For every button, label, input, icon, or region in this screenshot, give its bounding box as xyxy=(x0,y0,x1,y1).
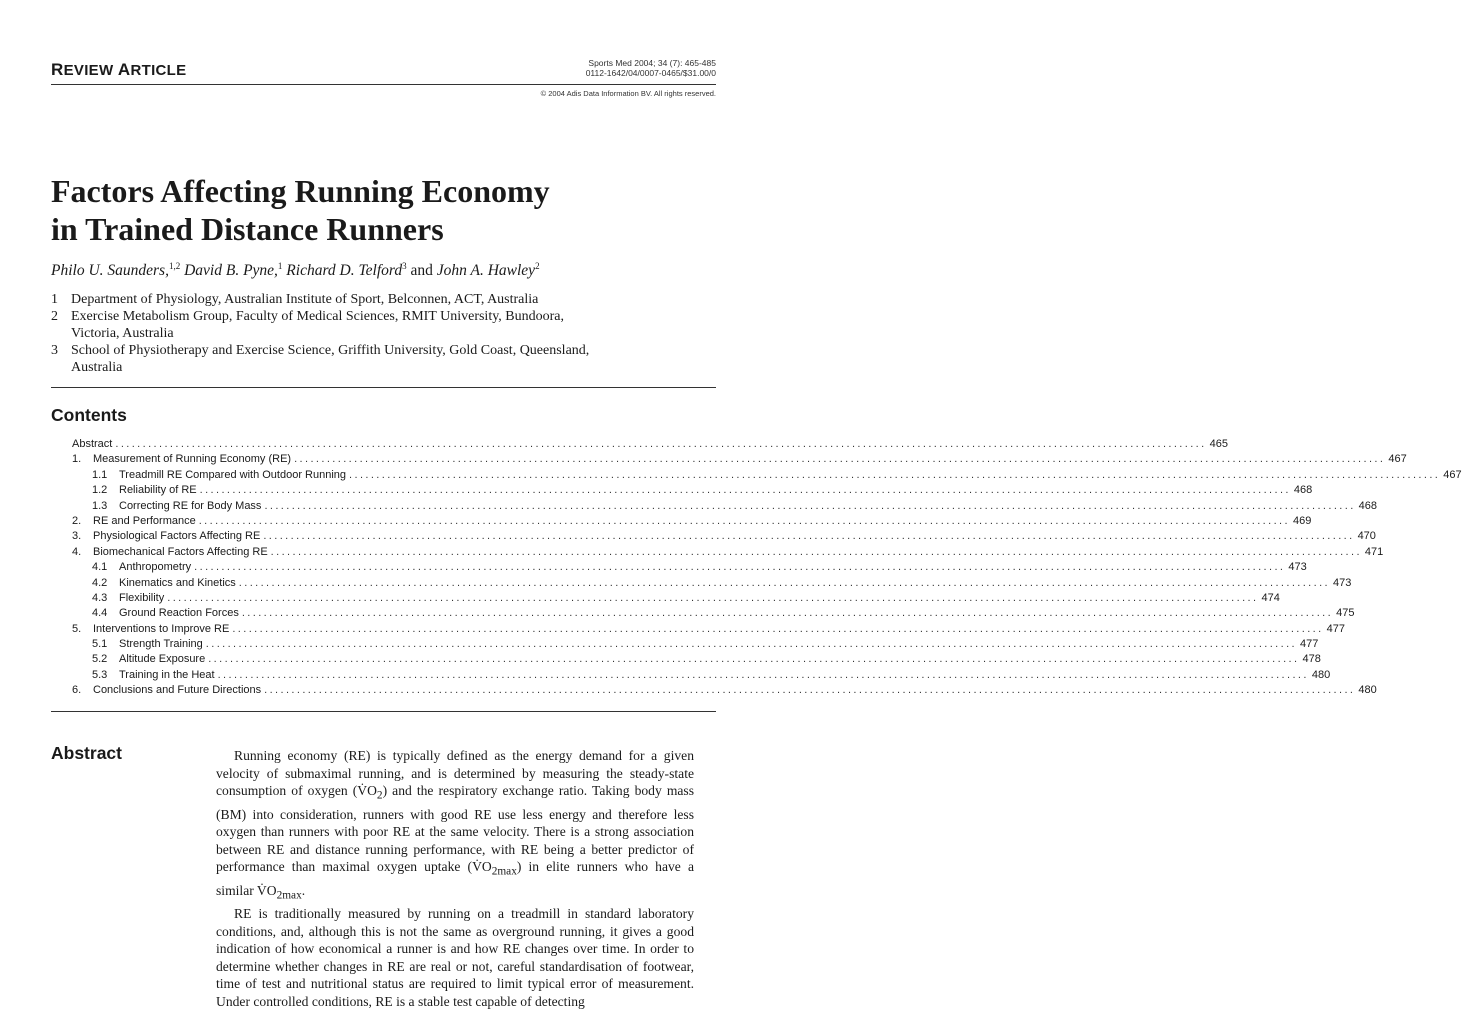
article-title xyxy=(51,172,711,248)
toc-entry-title: Correcting RE for Body Mass xyxy=(119,499,262,512)
toc-entry[interactable] xyxy=(72,437,1228,452)
toc-entry-number: 4.2 xyxy=(92,576,108,589)
toc-entry-title: Abstract xyxy=(72,438,113,450)
affiliation-number: 3 xyxy=(51,343,58,358)
author-affiliation-mark: 1,2 xyxy=(168,260,181,271)
toc-entry[interactable] xyxy=(72,468,1462,483)
toc-entry-page: 480 xyxy=(1311,668,1331,681)
toc-entry-number: 4.3 xyxy=(92,591,108,604)
toc-entry-page: 470 xyxy=(1357,530,1376,543)
author-affiliation-mark: 2 xyxy=(535,260,540,271)
toc-entry-page: 468 xyxy=(1293,484,1313,497)
toc-entry-title: Strength Training xyxy=(119,638,203,651)
title-line-2: in Trained Distance Runners xyxy=(51,211,444,247)
affiliation-item xyxy=(51,308,611,342)
contents-bottom-divider xyxy=(51,711,716,712)
toc-entry-page: 467 xyxy=(1443,468,1462,481)
toc-entry-page: 465 xyxy=(1209,438,1228,450)
toc-entry-number: 4. xyxy=(72,545,82,558)
abstract-body xyxy=(216,747,694,1010)
toc-entry-page: 475 xyxy=(1336,607,1355,620)
affiliation-text: Exercise Metabolism Group, Faculty of Medical Sciences, RMIT University, Bundoora, Victoria, Australia xyxy=(71,309,565,341)
toc-entry-number: 5.3 xyxy=(92,668,108,681)
toc-entry[interactable] xyxy=(72,452,1407,467)
toc-entry[interactable] xyxy=(72,668,1331,683)
toc-entry-title: Interventions to Improve RE xyxy=(93,622,230,635)
author-name: David B. Pyne, xyxy=(184,262,278,279)
toc-entry-title: Treadmill RE Compared with Outdoor Running xyxy=(119,468,347,481)
toc-entry[interactable] xyxy=(72,652,1321,667)
toc-entry-number: 1.3 xyxy=(92,499,108,512)
copyright-notice: © 2004 Adis Data Information BV. All rights reserved. xyxy=(540,89,716,98)
toc-entry-title: Physiological Factors Affecting RE xyxy=(93,530,261,543)
toc-entry[interactable] xyxy=(72,529,1376,544)
toc-entry[interactable] xyxy=(72,622,1345,637)
toc-entry-number: 1.2 xyxy=(92,484,108,497)
toc-entry-page: 477 xyxy=(1326,622,1345,635)
toc-entry-page: 473 xyxy=(1288,561,1307,574)
affiliation-text: School of Physiotherapy and Exercise Science, Griffith University, Gold Coast, Queensland, Australia xyxy=(71,343,590,375)
table-of-contents xyxy=(72,437,1462,699)
toc-entry-title: Kinematics and Kinetics xyxy=(119,576,236,589)
author-affiliation-mark: 3 xyxy=(402,260,407,271)
toc-entry[interactable] xyxy=(72,560,1307,575)
citation-block xyxy=(586,58,716,78)
toc-entry-title: Flexibility xyxy=(119,591,165,604)
header-divider xyxy=(51,84,716,85)
toc-leader-dots: ........................................................................................................................................................................................................ xyxy=(263,530,1355,543)
abstract-paragraph-1: Running economy (RE) is typically defined as the energy demand for a given velocity of submaximal running, and is determined by measuring the steady-state consumption of oxygen $(V̇O_2)$ and the respiratory exchange ratio. Taking body mass (BM) into consideration, runners with good RE use less energy and therefore less oxygen than runners with poor RE at the same velocity. There is a strong association between RE and distance running performance, with RE being a better predictor of performance than maximal oxygen uptake $(V̇O_{2max})$ in elite runners who have a similar $V̇O_{2max}$. xyxy=(216,748,695,902)
toc-leader-dots: ........................................................................................................................................................................................................ xyxy=(194,561,1286,574)
toc-entry[interactable] xyxy=(72,591,1280,606)
title-line-1: Factors Affecting Running Economy xyxy=(51,173,550,209)
toc-entry-title: Reliability of RE xyxy=(119,484,197,497)
toc-leader-dots: ........................................................................................................................................................................................................ xyxy=(264,499,1356,512)
author-conjunction: and xyxy=(410,262,433,279)
toc-leader-dots: ........................................................................................................................................................................................................ xyxy=(208,653,1300,666)
affiliation-list xyxy=(51,291,611,376)
toc-leader-dots: ........................................................................................................................................................................................................ xyxy=(205,638,1298,651)
affiliation-item xyxy=(51,291,611,308)
abstract-paragraph-2: RE is traditionally measured by running on a treadmill in standard laboratory conditions, and, although this is not the same as overground running, it gives a good indication of how economical a runner is and how RE changes over time. In order to determine whether changes in RE are real or not, careful standardisation of footwear, time of test and nutritional status are required to limit typical error of measurement. Under controlled conditions, RE is a stable test capable of detecting xyxy=(216,905,694,1009)
article-type-label: REVIEW ARTICLE xyxy=(51,60,187,79)
toc-entry-number: 2. xyxy=(72,514,82,527)
toc-entry-title: Altitude Exposure xyxy=(119,653,206,666)
toc-entry[interactable] xyxy=(72,499,1378,514)
toc-leader-dots: ........................................................................................................................................................................................................ xyxy=(199,484,1291,497)
toc-leader-dots: ........................................................................................................................................................................................................ xyxy=(167,591,1259,604)
toc-entry-page: 478 xyxy=(1302,653,1321,666)
toc-entry-number: 5.2 xyxy=(92,653,108,666)
toc-entry-page: 468 xyxy=(1358,499,1378,512)
toc-entry-title: RE and Performance xyxy=(93,514,196,527)
toc-entry[interactable] xyxy=(72,637,1319,652)
toc-leader-dots: ........................................................................................................................................................................................................ xyxy=(264,684,1356,697)
toc-entry-page: 480 xyxy=(1358,684,1377,697)
toc-entry-title: Conclusions and Future Directions xyxy=(93,684,262,697)
toc-leader-dots: ........................................................................................................................................................................................................ xyxy=(270,545,1362,558)
affiliation-text: Department of Physiology, Australian Institute of Sport, Belconnen, ACT, Australia xyxy=(71,292,539,307)
toc-entry-number: 1.1 xyxy=(92,468,108,481)
toc-entry-title: Measurement of Running Economy (RE) xyxy=(93,453,292,466)
toc-entry[interactable] xyxy=(72,514,1312,529)
toc-entry-number: 5.1 xyxy=(92,638,108,651)
abstract-heading: Abstract xyxy=(51,743,122,763)
toc-entry-page: 474 xyxy=(1261,591,1280,604)
toc-entry-page: 471 xyxy=(1364,545,1384,558)
author-name: Philo U. Saunders, xyxy=(51,262,169,279)
toc-leader-dots: ........................................................................................................................................................................................................ xyxy=(294,453,1386,466)
toc-entry[interactable] xyxy=(72,683,1377,698)
toc-entry-number: 4.4 xyxy=(92,607,108,620)
toc-leader-dots: ........................................................................................................................................................................................................ xyxy=(349,468,1441,481)
toc-leader-dots: ........................................................................................................................................................................................................ xyxy=(232,622,1324,635)
toc-entry-title: Training in the Heat xyxy=(119,668,215,681)
toc-entry-page: 473 xyxy=(1333,576,1352,589)
contents-heading: Contents xyxy=(51,405,127,425)
citation-issn: 0112-1642/04/0007-0465/$31.00/0 xyxy=(585,68,716,78)
toc-leader-dots: ........................................................................................................................................................................................................ xyxy=(217,668,1309,681)
affiliation-number: 1 xyxy=(51,292,58,307)
author-list xyxy=(51,262,540,280)
toc-entry-page: 477 xyxy=(1300,638,1319,651)
toc-leader-dots: ........................................................................................................................................................................................................ xyxy=(198,514,1290,527)
toc-entry-title: Biomechanical Factors Affecting RE xyxy=(93,545,268,558)
toc-entry[interactable] xyxy=(72,576,1352,591)
toc-entry[interactable] xyxy=(72,483,1313,498)
toc-leader-dots: ........................................................................................................................................................................................................ xyxy=(115,438,1207,450)
toc-entry-number: 4.1 xyxy=(92,561,108,574)
toc-entry-number: 5. xyxy=(72,622,82,635)
author-name: John A. Hawley xyxy=(436,262,536,279)
author-affiliation-mark: 1 xyxy=(277,260,283,271)
toc-entry[interactable] xyxy=(72,606,1355,621)
toc-entry-page: 467 xyxy=(1388,453,1407,466)
toc-entry-number: 3. xyxy=(72,530,82,543)
author-name: Richard D. Telford xyxy=(286,262,403,279)
citation-journal: Sports Med 2004; 34 (7): 465-485 xyxy=(588,58,716,68)
toc-entry[interactable] xyxy=(72,545,1384,560)
toc-leader-dots: ........................................................................................................................................................................................................ xyxy=(241,607,1334,620)
contents-top-divider xyxy=(51,387,716,388)
toc-entry-number: 6. xyxy=(72,684,82,697)
affiliation-number: 2 xyxy=(51,309,58,324)
affiliation-item xyxy=(51,342,611,376)
toc-entry-title: Anthropometry xyxy=(119,561,192,574)
toc-entry-title: Ground Reaction Forces xyxy=(119,607,239,620)
toc-entry-page: 469 xyxy=(1292,514,1312,527)
toc-leader-dots: ........................................................................................................................................................................................................ xyxy=(238,576,1331,589)
toc-entry-number: 1. xyxy=(72,453,82,466)
